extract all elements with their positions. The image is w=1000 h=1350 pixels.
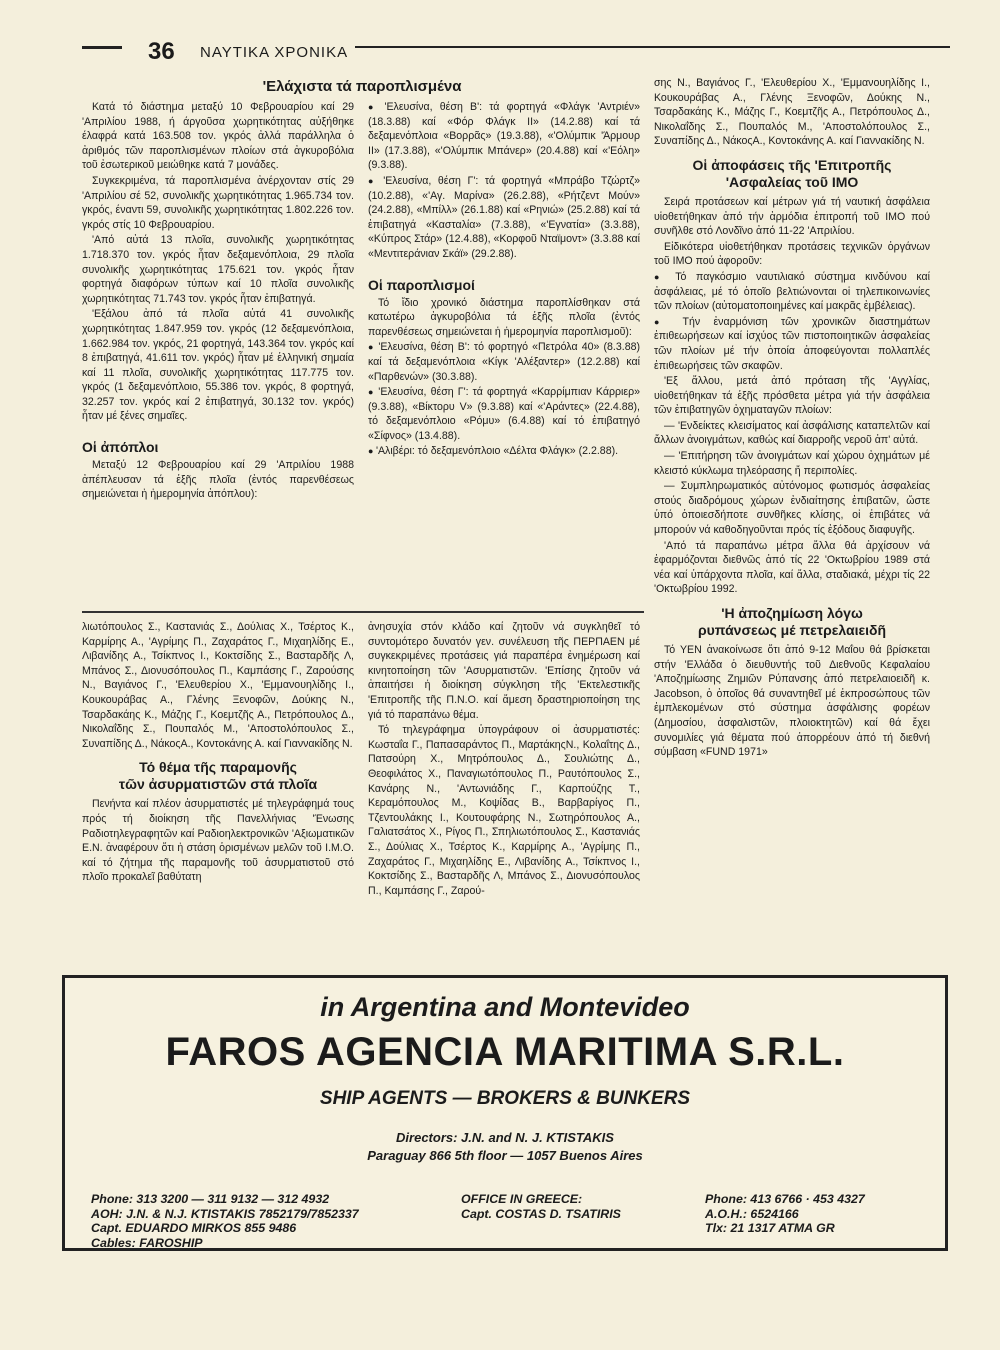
- page-number: 36: [148, 38, 175, 65]
- radio-officers-heading-line-2: τῶν ἀσυρματιστῶν στά πλοῖα: [118, 776, 318, 793]
- names-list: σης Ν., Βαγιάνος Γ., 'Ελευθερίου Χ., 'Εμμανουηλίδης Ι., Κουκουράβας Α., Γλένης Ξενοφῶν, Δούκης Ν., Τσαρδακάης Κ., Μάζης Γ., Κοεμτζῆς Α., Πετρόπουλος Δ., Νικολαΐδης Σ., Πουπαλός Μ., 'Αποστολόπουλος Σ., Συναπίδης Δ., ΝάκοςΑ., Κοντοκάνης Α. καί Γιαννακίδης Ν.: [654, 77, 930, 148]
- ad-office-greece: [461, 1192, 621, 1221]
- ad-contact-line: OFFICE IN GREECE:: [461, 1192, 583, 1206]
- ad-address: Paraguay 866 5th floor — 1057 Buenos Aires: [367, 1148, 643, 1163]
- header-rule-right: [355, 46, 950, 48]
- ad-contact-line: Tlx: 21 1317 ATMA GR: [705, 1221, 835, 1235]
- imo-heading-line-2: 'Ασφαλείας τοῦ ΙΜΟ: [725, 173, 859, 190]
- lower-column-1: [82, 620, 354, 886]
- paragraph: Κατά τό διάστημα μεταξύ 10 Φεβρουαρίου καί 29 'Απριλίου 1988, ή άργοῦσα χωρητικότητας αὐξήθηκε έλαφρά κατά 163.508 τον. γκρός ἀλλά παράλληλα ὁ ἀριθμός τῶν παροπλισμένων πλοίων στά ἀγκυροβόλια τοῦ ἐσωτερικοῦ μειώθηκε κατά 7 μονάδες.: [82, 101, 354, 172]
- list-item: — Συμπληρωματικός αὐτόνομος φωτισμός ἀσφαλείας στούς διαδρόμους χώρων ἐνδιαίτησης ἐπιβατῶν, ὥστε ὑπό ὁποιεσδήποτε συνθῆκες κλίσης, οἱ ἐπιβάτες νά μπορούν νά καθοδηγοῦνται πρός τίς ἐξόδους διαφυγῆς.: [654, 480, 930, 537]
- ad-contact-argentina: [91, 1192, 359, 1250]
- list-item: — 'Επιτήρηση τῶν ἀνοιγμάτων καί χώρου ὀχημάτων μέ κλειστό κύκλωμα τηλεόρασης ἤ περιπολίες.: [654, 450, 930, 477]
- ad-services: SHIP AGENTS — BROKERS & BUNKERS: [319, 1088, 691, 1109]
- imo-heading: [654, 157, 930, 191]
- paragraph: Τό τηλεγράφημα ὑπογράφουν οἱ ἀσυρματιστές: Κωσταΐα Γ., Παπασαράντος Π., ΜαρτάκηςΝ., Κολαΐτης Δ., Πατσούρη Χ., Μητρόπουλος Δ., Σουλιώτης Δ., Θεοφιλάτος Χ., Παναγιωτόπουλος Π., Ραυτόπουλος Σ., Κανάρης Ν., 'Αντωνιάδης Γ., Καρπούζης Τ., Κεραμόπουλος Μ., Κοψίδας Β., Βαρβαρίγος Π., Τζεντουλάκης Ι., Κουτουφάρης Ν., Σωτηρόπουλος Α., Γαλιατσάτος Χ., Ρίγος Π., Σπηλιωτόπουλος Σ., Καστανιάς Σ., Δούλιας Χ., Τσέρτος Κ., Καρμίρης Α., 'Αγρίμης Π., Ζαχαράτος Γ., Μιχαηλίδης Ε., Λιβανίδης Α., Τσίκπνος Ι., Κοκτσίδης Σ., Βασταρδῆς Λ, Μπάνος Σ., Διονυσόπουλος Π., Καμπάσης Γ., Ζαρού-: [368, 724, 640, 897]
- paragraph: Συγκεκριμένα, τά παροπλισμένα ἀνέρχονταν στίς 29 'Απριλίου σέ 52, συνολικῆς χωρητικότητας 1.965.734 τον. γκρός, έναντι 59, συνολικῆς χωρητικότητας 1.802.226 τον. γκρός στίς 10 Φεβρουαρίου.: [82, 174, 354, 231]
- article-title: 'Ελάχιστα τά παροπλισμένα: [262, 78, 462, 95]
- article-column-1: [82, 100, 354, 503]
- section-divider: [82, 611, 644, 613]
- header-rule-left: [82, 46, 122, 49]
- ad-contact-line: Phone: 313 3200 — 311 9132 — 312 4932: [91, 1192, 330, 1206]
- section-heading-paroplismoi: Οἱ παροπλισμοί: [368, 276, 475, 293]
- lower-column-2: [368, 620, 640, 899]
- paragraph: 'Εξ ἄλλου, μετά ἀπό πρόταση τῆς 'Αγγλίας, υἱοθετήθηκαν τά ἑξῆς πρόσθετα μέτρα γιά τήν ἀσφάλεια τῶν ἐπιβατηγῶν ὀχηματαγῶν πλοίων:: [654, 375, 930, 417]
- list-item: — 'Ενδείκτες κλεισίματος καί ἀσφάλισης καταπελτῶν καί ἄλλων ἀνοιγμάτων, καθώς καί διαρροῆς νεροῦ ἀπ' αὐτά.: [654, 419, 930, 447]
- article-column-2: [368, 100, 640, 460]
- paragraph: Σειρά προτάσεων καί μέτρων γιά τή ναυτική ἀσφάλεια υἱοθετήθηκαν ἀπό τήν ἁρμόδια ἐπιτροπή τοῦ ΙΜΟ πού συνῆλθε στό Λονδῖνο ἀπό 11-22 'Απριλίου.: [654, 195, 930, 238]
- imo-heading-line-1: Οἱ ἀποφάσεις τῆς 'Επιτροπῆς: [692, 156, 892, 173]
- list-item: ● Τήν ἐναρμόνιση τῶν χρονικῶν διαστημάτων ἐπιθεωρήσεων καί ἰσχύος τῶν πιστοποιητικῶν ἀσφαλείας τῶν πλοίων μέ τήν ὁποία ἀποφεύγονται πολλαπλές ἐπιθεωρήσεις τῶν σκαφῶν.: [654, 315, 930, 373]
- list-item: ● 'Αλιβέρι: τό δεξαμενόπλοιο «Δέλτα Φλάγκ» (2.2.88).: [368, 444, 640, 459]
- ad-contact-line: Cables: FAROSHIP: [91, 1235, 203, 1250]
- ad-contact-line: AOH: J.N. & N.J. KTISTAKIS 7852179/7852337: [91, 1206, 359, 1221]
- paragraph: Μεταξύ 12 Φεβρουαρίου καί 29 'Απριλίου 1988 ἀπέπλευσαν τά ἑξῆς πλοῖα (ἐντός παρενθέσεως σημειώνεται ἡ ἡμερομηνία ἀπόπλου):: [82, 459, 354, 501]
- paragraph: ἀνησυχία στόν κλάδο καί ζητοῦν νά συγκληθεῖ τό συντομότερο δυνατόν γεν. συνέλευση τῆς ΠΕΡΠΑΕΝ μέ συγκεκριμένες προτάσεις γιά παραπέρα ἐνημέρωση καί κινητοποίηση τῶν 'Ασυρματιστῶν. 'Επίσης ζητοῦν νά ἀπαιτήσει ἡ διοίκηση σύγκληση τῆς 'Εκτελεστικῆς 'Επιτροπῆς τῆς Π.Ν.Ο. καί ἄμεση δραστηριοποίηση της γιά τό παραπάνω θέμα.: [368, 621, 640, 721]
- section-heading-apoploi: Οἱ ἀπόπλοι: [82, 439, 159, 456]
- compensation-heading-line-2: ρυπάνσεως μέ πετρελαιειδῆ: [697, 622, 887, 638]
- faros-advertisement: [62, 975, 948, 1251]
- list-item: ● 'Ελευσίνα, θέση Β': τά φορτηγά «Φλάγκ 'Αντριέν» (18.3.88) καί «Φόρ Φλάγκ ΙΙ» (14.2.88) καί τά δεξαμενόπλοια «Βορρᾶς» (19.3.88), «'Ολύμπικ 'Άρμουρ ΙΙ» (17.3.88), «'Ολύμπικ Μπάνερ» (20.4.88) καί «'Εόλη» (9.3.88).: [368, 100, 640, 173]
- compensation-heading-line-1: 'Η ἀποζημίωση λόγω: [721, 605, 863, 621]
- paragraph: Τό ΥΕΝ ἀνακοίνωσε ὅτι ἀπό 9-12 Μαΐου θά βρίσκεται στήν 'Ελλάδα ὁ διευθυντής τοῦ Διεθνοῦς Κεφαλαίου 'Αποζημίωσης Ζημιῶν Ρύπανσης ἀπό πετρελαιοειδῆ κ. Jacobson, ὁ ὁποῖος θά συναντηθεῖ μέ ἐκπροσώπους τῶν ἐμπλεκομένων στό σύστημα ἀσφάλισης φορέων (Δημοσίου, ἀσφαλιστῶν, πλοιοκτητῶν) καί θά ἔχει συνομιλίες γιά θέματα πού ἀπορρέουν ἀπό τή διεθνή σύμβαση «FUND 1971»: [654, 644, 930, 759]
- list-item: ● 'Ελευσίνα, θέση Γ': τά φορτηγά «Καρρίμπιαν Κάρριερ» (9.3.88), «Βίκτορυ V» (9.3.88) καί «'Αράντες» (22.4.88), τό δεξαμενόπλοιο «Ρόμυ» (6.4.88) καί τό ἐπιβατηγό «Σίφνος» (13.4.88).: [368, 385, 640, 443]
- list-item: ● 'Ελευσίνα, θέση Γ': τά φορτηγά «Μπράβο Τζώρτζ» (10.2.88), «'Αγ. Μαρίνα» (26.2.88), «Ρήτζεντ Μούν» (24.2.88), «Μπίλλ» (26.1.88) καί «Ρηνιώ» (25.2.88) καί τά ἐπιβατηγά «Κασταλία» (7.3.88), «'Εγνατία» (3.3.88), «Κύπρος Στάρ» (12.4.88), «Κορφοῦ Νταϊμοντ» (3.3.88 καί «Μεντιτεράνιαν Σκάϊ» (29.2.88).: [368, 174, 640, 262]
- list-item: ● Τό παγκόσμιο ναυτιλιακό σύστημα κινδύνου καί ἀσφάλειας, μέ τό ὁποῖο βελτιώνονται οἱ τηλεπικοινωνίες τῶν πλοίων (αὐτοματοποιημένες καί μακρᾶς ἐμβέλειας).: [654, 270, 930, 314]
- ad-contact-greece: [705, 1192, 865, 1236]
- ad-contact-line: Phone: 413 6766 · 453 4327: [705, 1192, 865, 1206]
- magazine-title: ΝΑΥΤΙΚΑ ΧΡΟΝΙΚΑ: [200, 44, 349, 61]
- paragraph: 'Από αὐτά 13 πλοῖα, συνολικῆς χωρητικότητας 1.718.370 τον. γκρός ἦταν δεξαμενόπλοια, 29 πλοῖα συνολικῆς χωρητικότητας 175.621 τον. γκρός ἦταν φορτηγά διαφόρων τύπων καί 10 πλοῖα συνολικῆς χωρητικότητας 71.743 τον. γκρός ἦταν ἐπιβατηγά.: [82, 234, 354, 305]
- ad-company-name: FAROS AGENCIA MARITIMA S.R.L.: [165, 1030, 845, 1074]
- compensation-heading: [654, 605, 930, 639]
- paragraph: Πενήντα καί πλέον ἀσυρματιστές μέ τηλεγράφημά τους πρός τή διοίκηση τῆς Πανελλήνιας 'Ένωσης Ραδιοτηλεγραφητῶν καί Ραδιοηλεκτρονικῶν 'Αξιωματικῶν Ε.Ν. ἀναφέρουν ὅτι ἡ στάση ὁρισμένων μελῶν τοῦ Ι.Μ.Ο. καί τό ζήτημα τῆς παραμονῆς τοῦ ἀσυρματιστοῦ στό πλοῖο προκαλεῖ βαθύτατη: [82, 798, 354, 884]
- paragraph: 'Εξάλου ἀπό τά πλοῖα αὐτά 41 συνολικῆς χωρητικότητας 1.847.959 τον. γκρός (12 δεξαμενόπλοια, 1.662.984 τον. γκρός, 21 φορτηγά, 143.364 τον. γκρός καί 8 ἐπιβατηγά, 41.611 τον. γκρός) ἦταν μέ ἑλληνική σημαία καί 11 πλοῖα, συνολικῆς χωρητικότητας 117.775 τον. γκρός (1 δεξαμενόπλοιο, 55.386 τον. γκρός, 8 φορτηγά, 32.257 τον. γκρός καί 2 ἐπιβατηγά, 30.132 τον. γκρός) ἦταν μέ ξένες σημαῖες.: [82, 308, 354, 423]
- paragraph: Τό ἴδιο χρονικό διάστημα παροπλίσθηκαν στά κατωτέρω ἀγκυροβόλια τά ἑξῆς πλοῖα (ἐντός παρενθέσεως σημειώνεται ἡ ἡμερομηνία παροπλισμοῦ):: [368, 296, 640, 338]
- ad-contact-line: Capt. EDUARDO MIRKOS 855 9486: [91, 1221, 297, 1235]
- paragraph: 'Από τά παραπάνω μέτρα ἄλλα θά ἀρχίσουν νά ἐφαρμόζονται διεθνῶς ἀπό τίς 22 'Οκτωβρίου 1989 στά νέα καί ὑπάρχοντα πλοῖα, καί ἄλλα, σταδιακά, μέχρι τίς 22 'Οκτωβρίου 1992.: [654, 539, 930, 596]
- list-item: ● 'Ελευσίνα, θέση Β': τό φορτηγό «Πετρόλα 40» (8.3.88) καί τά δεξαμενόπλοια «Κίγκ 'Αλέξαντερ» (12.2.88) καί «Παρθενών» (30.3.88).: [368, 340, 640, 384]
- ad-directors: Directors: J.N. and N. J. KTISTAKIS: [396, 1130, 614, 1145]
- ad-contact-line: A.O.H.: 6524166: [705, 1206, 799, 1221]
- article-column-3: [654, 76, 930, 761]
- names-list: λιωτόπουλος Σ., Καστανιάς Σ., Δούλιας Χ., Τσέρτος Κ., Καρμίρης Α., 'Αγρίμης Π., Ζαχαράτος Γ., Μιχαηλίδης Ε., Λιβανίδης Α., Τσίκπνος Ι., Κοκτσίδης Σ., Βασταρδῆς Λ, Μπάνος Σ., Διονυσόπουλος Π., Καμπάσης Γ., Ζαρούσης Ν., Βαγιάνος Γ., 'Ελευθερίου Χ., 'Εμμανουηλίδης Ι., Κουκουράβας Α., Γλένης Ξενοφῶν, Δούκης Ν., Τσαρδακάης Κ., Μάζης Γ., Κοεμτζῆς Α., Πετρόπουλος Δ., Νικολαΐδης Σ., Πουπαλός Μ., 'Αποστολόπουλος Σ., Συναπίδης Δ., ΝάκοςΑ., Κοντοκάνης Α. καί Γιαννακίδης Ν.: [82, 621, 354, 750]
- ad-contact-line: Capt. COSTAS D. TSATIRIS: [461, 1206, 621, 1221]
- paragraph: Εἰδικότερα υἱοθετήθηκαν προτάσεις τεχνικῶν ὀργάνων τοῦ ΙΜΟ πού ἀφοροῦν:: [654, 240, 930, 268]
- radio-officers-heading-line-1: Τό θέμα τῆς παραμονῆς: [139, 759, 297, 776]
- ad-tagline: in Argentina and Montevideo: [320, 992, 690, 1022]
- radio-officers-heading: [82, 759, 354, 793]
